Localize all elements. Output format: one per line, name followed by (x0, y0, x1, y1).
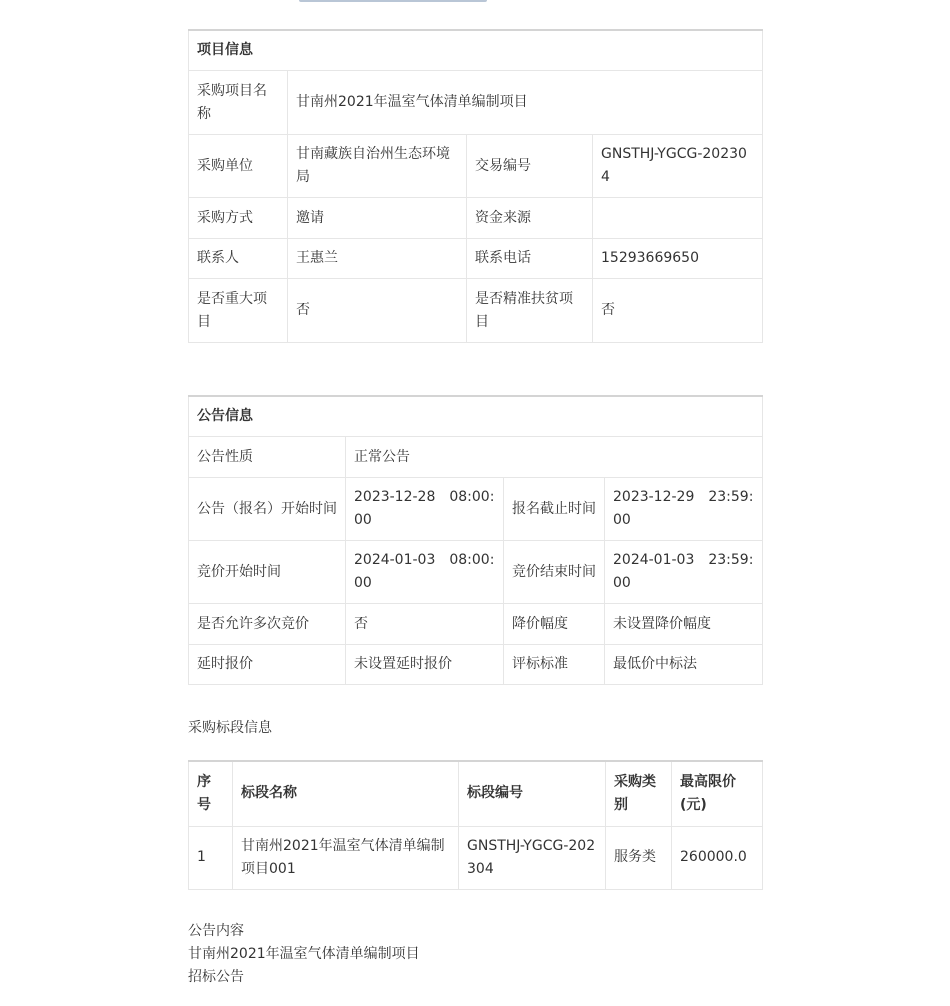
multi-bid-value: 否 (346, 604, 504, 645)
lot-index: 1 (189, 826, 233, 889)
notice-start-value: 2023-12-28 08:00:00 (346, 478, 504, 541)
notice-info-header: 公告信息 (189, 396, 763, 437)
lots-header-name: 标段名称 (233, 761, 459, 826)
table-row (189, 826, 763, 889)
lots-header-max-price: 最高限价(元) (672, 761, 763, 826)
trade-number-label: 交易编号 (467, 135, 593, 198)
purchase-method-value: 邀请 (288, 198, 467, 239)
bid-start-label: 竞价开始时间 (189, 541, 346, 604)
evaluation-standard-label: 评标标准 (504, 645, 605, 685)
poverty-project-value: 否 (593, 279, 763, 343)
purchase-unit-value: 甘南藏族自治州生态环境局 (288, 135, 467, 198)
phone-label: 联系电话 (467, 239, 593, 279)
lots-header-category: 采购类别 (606, 761, 672, 826)
notice-info-table (188, 395, 763, 685)
notice-nature-value: 正常公告 (346, 437, 763, 478)
phone-value: 15293669650 (593, 239, 763, 279)
major-project-label: 是否重大项目 (189, 279, 288, 343)
evaluation-standard-value: 最低价中标法 (605, 645, 763, 685)
contact-label: 联系人 (189, 239, 288, 279)
lots-header-code: 标段编号 (459, 761, 606, 826)
project-name-label: 采购项目名称 (189, 71, 288, 135)
project-name-value: 甘南州2021年温室气体清单编制项目 (288, 71, 763, 135)
delay-quote-value: 未设置延时报价 (346, 645, 504, 685)
contact-value: 王惠兰 (288, 239, 467, 279)
lots-table (188, 760, 763, 890)
lots-section-title: 采购标段信息 (188, 720, 272, 736)
top-scroll-indicator (299, 0, 487, 2)
lot-code: GNSTHJ-YGCG-202304 (459, 826, 606, 889)
bid-end-label: 竞价结束时间 (504, 541, 605, 604)
content-project-title: 甘南州2021年温室气体清单编制项目 (188, 946, 420, 962)
notice-start-label: 公告（报名）开始时间 (189, 478, 346, 541)
lot-max-price: 260000.0 (672, 826, 763, 889)
notice-nature-label: 公告性质 (189, 437, 346, 478)
project-info-header: 项目信息 (189, 30, 763, 71)
bid-end-value: 2024-01-03 23:59:00 (605, 541, 763, 604)
major-project-value: 否 (288, 279, 467, 343)
fund-source-label: 资金来源 (467, 198, 593, 239)
content-notice-type: 招标公告 (188, 969, 244, 985)
delay-quote-label: 延时报价 (189, 645, 346, 685)
purchase-method-label: 采购方式 (189, 198, 288, 239)
lot-name: 甘南州2021年温室气体清单编制项目001 (233, 826, 459, 889)
signup-deadline-value: 2023-12-29 23:59:00 (605, 478, 763, 541)
lot-category: 服务类 (606, 826, 672, 889)
price-drop-label: 降价幅度 (504, 604, 605, 645)
multi-bid-label: 是否允许多次竞价 (189, 604, 346, 645)
poverty-project-label: 是否精准扶贫项目 (467, 279, 593, 343)
trade-number-value: GNSTHJ-YGCG-202304 (593, 135, 763, 198)
bid-start-value: 2024-01-03 08:00:00 (346, 541, 504, 604)
fund-source-value (593, 198, 763, 239)
content-section-title: 公告内容 (188, 923, 244, 939)
signup-deadline-label: 报名截止时间 (504, 478, 605, 541)
price-drop-value: 未设置降价幅度 (605, 604, 763, 645)
lots-header-index: 序号 (189, 761, 233, 826)
project-info-table (188, 29, 763, 343)
purchase-unit-label: 采购单位 (189, 135, 288, 198)
